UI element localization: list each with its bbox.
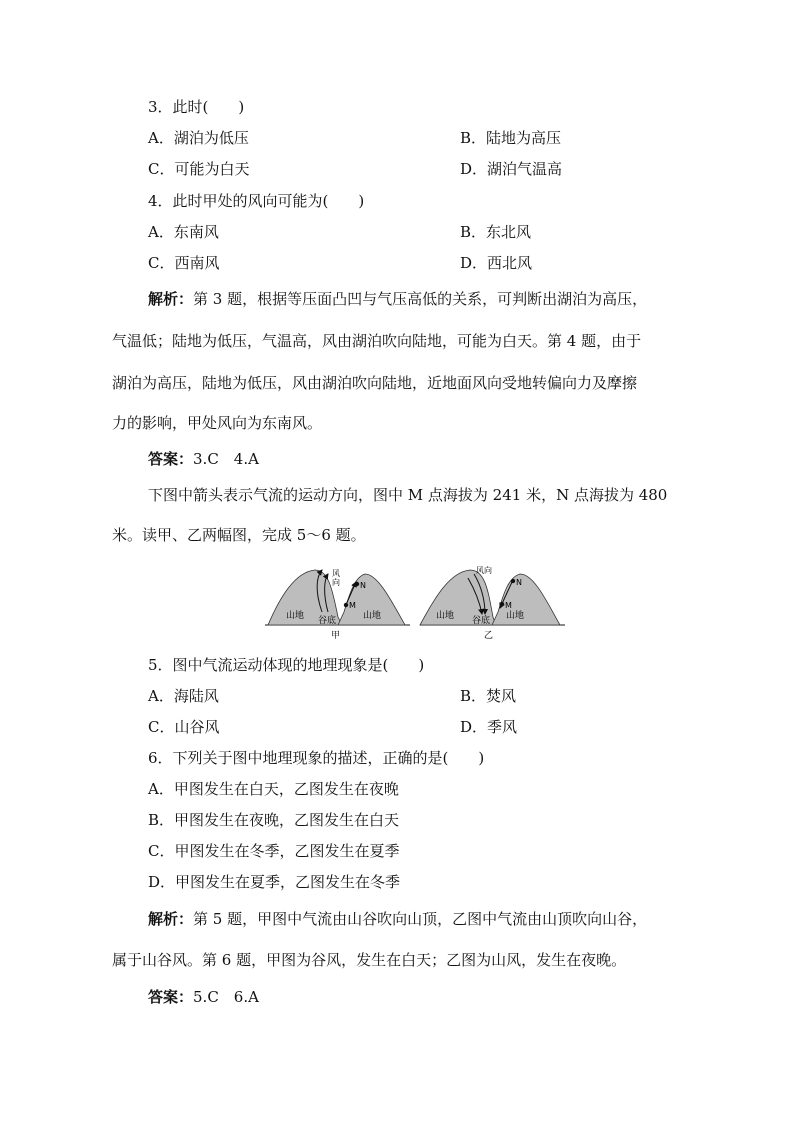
q4-option-b: B．东北风 [460, 223, 532, 241]
q5-option-a: A．海陆风 [148, 687, 219, 705]
q3-option-d: D．湖泊气温高 [460, 160, 563, 178]
mountain-right-yi [492, 574, 560, 625]
analysis2-text1: 第 5 题，甲图中气流由山谷吹向山顶，乙图中气流由山顶吹向山谷， [193, 910, 648, 928]
analysis1-line3: 湖泊为高压，陆地为低压，风由湖泊吹向陆地，近地面风向受地转偏向力及摩擦 [112, 374, 638, 392]
answer2 [148, 987, 259, 1007]
q4-stem: 4．此时甲处的风向可能为( ) [148, 192, 365, 210]
q5-option-b: B．焚风 [460, 687, 517, 705]
q5-option-d: D．季风 [460, 718, 518, 736]
label-m-yi: M [505, 601, 512, 610]
analysis2-line1 [148, 909, 647, 929]
q3-stem: 3．此时( ) [148, 98, 245, 116]
label-n-jia: N [360, 581, 366, 590]
q6-stem: 6．下列关于图中地理现象的描述，正确的是( ) [148, 749, 485, 767]
q4-option-d: D．西北风 [460, 254, 533, 272]
point-n-yi [511, 579, 515, 583]
label-wind-jia-2: 向 [332, 578, 340, 587]
figure-jia [265, 569, 410, 641]
intro-line1: 下图中箭头表示气流的运动方向，图中 M 点海拔为 241 米，N 点海拔为 480 [148, 486, 668, 504]
q5-stem: 5．图中气流运动体现的地理现象是( ) [148, 656, 425, 674]
q3-option-c: C．可能为白天 [148, 160, 250, 178]
answer2-text: 5.C 6.A [193, 988, 259, 1006]
analysis1-label: 解析： [148, 290, 194, 308]
point-m-yi [500, 602, 504, 606]
caption-yi: 乙 [484, 631, 494, 641]
label-valley-jia: 谷底 [318, 616, 337, 626]
q4-option-c: C．西南风 [148, 254, 220, 272]
analysis1-text1: 第 3 题，根据等压面凸凹与气压高低的关系，可判断出湖泊为高压， [193, 290, 648, 308]
label-mountain-l-yi: 山地 [436, 611, 455, 621]
answer1 [148, 449, 259, 469]
point-m-jia [344, 603, 348, 607]
label-wind-yi: 风向 [476, 566, 492, 575]
label-mountain-l-jia: 山地 [286, 611, 305, 621]
answer1-label: 答案： [148, 450, 194, 468]
label-mountain-r-jia: 山地 [363, 611, 382, 621]
q6-option-c: C．甲图发生在冬季，乙图发生在夏季 [148, 842, 400, 860]
analysis1-line2: 气温低；陆地为低压，气温高，风由湖泊吹向陆地，可能为白天。第 4 题，由于 [112, 332, 642, 350]
q3-option-b: B．陆地为高压 [460, 129, 562, 147]
label-wind-jia-1: 风 [332, 569, 340, 578]
analysis2-line2: 属于山谷风。第 6 题，甲图为谷风，发生在白天；乙图为山风，发生在夜晚。 [112, 951, 627, 969]
analysis2-label: 解析： [148, 910, 194, 928]
q6-option-a: A．甲图发生在白天，乙图发生在夜晚 [148, 780, 399, 798]
label-m-jia: M [349, 601, 356, 610]
q6-option-d: D．甲图发生在夏季，乙图发生在冬季 [148, 873, 401, 891]
valley-wind-figure [260, 562, 570, 644]
intro-line2: 米。读甲、乙两幅图，完成 5～6 题。 [112, 526, 366, 544]
answer2-label: 答案： [148, 988, 194, 1006]
caption-jia: 甲 [331, 631, 341, 641]
q5-option-c: C．山谷风 [148, 718, 220, 736]
label-n-yi: N [516, 578, 522, 587]
label-valley-yi: 谷底 [472, 616, 491, 626]
point-n-jia [355, 582, 359, 586]
answer1-text: 3.C 4.A [193, 450, 259, 468]
label-mountain-r-yi: 山地 [506, 611, 525, 621]
analysis1-line1 [148, 289, 647, 309]
q6-option-b: B．甲图发生在夜晚，乙图发生在白天 [148, 811, 400, 829]
q4-option-a: A．东南风 [148, 223, 219, 241]
analysis1-line4: 力的影响，甲处风向为东南风。 [112, 414, 323, 432]
q3-option-a: A．湖泊为低压 [148, 129, 249, 147]
figure-yi [420, 565, 565, 641]
